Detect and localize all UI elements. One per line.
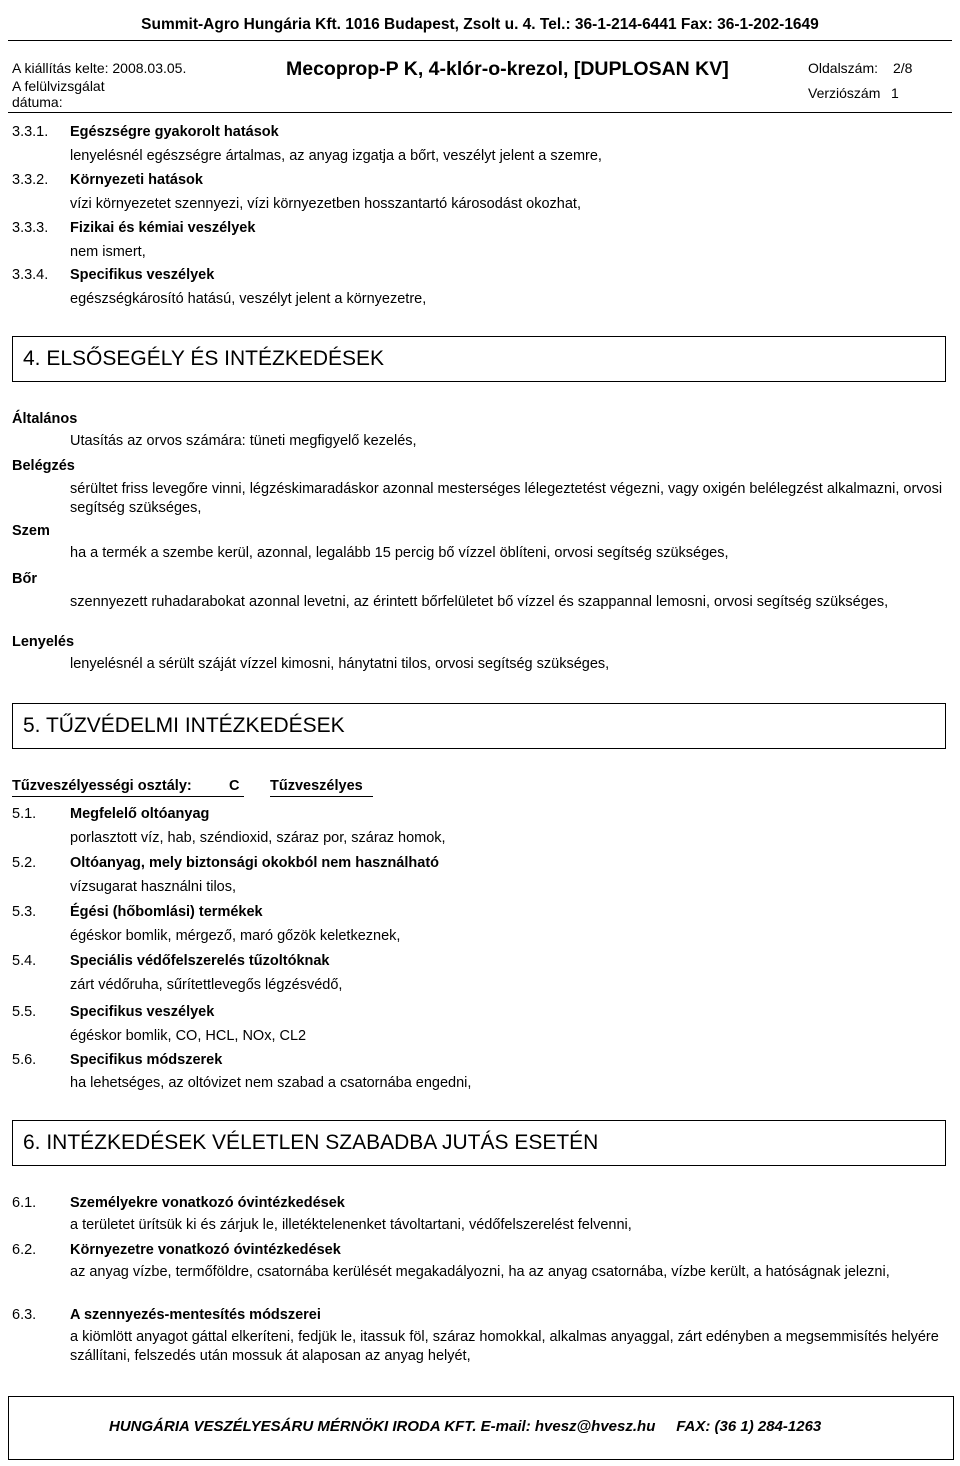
item-text: vízsugarat használni tilos, — [70, 879, 237, 895]
review-date-label-1: A felülvizsgálat — [12, 78, 105, 94]
item-text: lenyelésnél egészségre ártalmas, az anyag izgatja a bőrt, veszélyt jelent a szemre, — [70, 148, 602, 164]
item-text: a kiömlött anyagot gáttal elkeríteni, fedjük le, itassuk föl, száraz homokkal, alkalmas anyaggal, zárt edényben a megsemmisítés helyére szállítani, felszedés után mossuk át alaposan az anyag helyét, — [70, 1329, 939, 1364]
item-number: 5.1. — [12, 806, 37, 822]
item-number: 3.3.2. — [12, 172, 49, 188]
first-aid-text: lenyelésnél a sérült száját vízzel kimosni, hánytatni tilos, orvosi segítség szükséges, — [70, 656, 610, 672]
section-4-heading-box — [12, 336, 946, 382]
review-date-label-2: dátuma: — [12, 94, 63, 110]
item-title: Égési (hőbomlási) termékek — [70, 904, 263, 920]
item-text: a területet ürítsük ki és zárjuk le, illetéktelenenket távoltartani, védőfelszerelést felvenni, — [70, 1217, 632, 1233]
page-footer — [8, 1396, 954, 1460]
footer-text: HUNGÁRIA VESZÉLYESÁRU MÉRNÖKI IRODA KFT. E-mail: hvesz@hvesz.hu FAX: (36 1) 284-1263 — [109, 1418, 822, 1435]
item-number: 6.3. — [12, 1307, 37, 1323]
first-aid-text: Utasítás az orvos számára: tüneti megfigyelő kezelés, — [70, 433, 417, 449]
fire-class-label: Tűzveszélyességi osztály: — [12, 778, 192, 794]
item-title: Megfelelő oltóanyag — [70, 806, 210, 822]
version-number: 1 — [891, 85, 899, 101]
item-number: 3.3.4. — [12, 267, 49, 283]
item-text: vízi környezetet szennyezi, vízi környezetben hosszantartó károsodást okozhat, — [70, 196, 581, 212]
item-title: Környezeti hatások — [70, 172, 203, 188]
page-number: 2/8 — [893, 60, 913, 76]
issue-date: A kiállítás kelte: 2008.03.05. — [12, 60, 187, 76]
fire-class-description: Tűzveszélyes — [270, 778, 363, 794]
header-divider — [8, 40, 952, 41]
item-title: Oltóanyag, mely biztonsági okokból nem használható — [70, 855, 440, 871]
item-title: Specifikus módszerek — [70, 1052, 223, 1068]
first-aid-label: Általános — [12, 411, 78, 427]
item-text: az anyag vízbe, termőföldre, csatornába kerülését megakadályozni, ha az anyag csatornába, vízbe került, a hatóságnak jelezni, — [70, 1264, 890, 1280]
header-bottom-divider — [8, 112, 952, 113]
first-aid-text: sérültet friss levegőre vinni, légzéskimaradáskor azonnal mesterséges lélegeztetést végezni, vagy oxigén belélegzést alkalmazni, orvosi segítség szükséges, — [70, 481, 943, 516]
section-5-title: 5. TŰZVÉDELMI INTÉZKEDÉSEK — [23, 714, 345, 737]
first-aid-text: ha a termék a szembe kerül, azonnal, legalább 15 percig bő vízzel öblíteni, orvosi segítség szükséges, — [70, 545, 729, 561]
item-title: Fizikai és kémiai veszélyek — [70, 220, 256, 236]
item-text: porlasztott víz, hab, széndioxid, száraz por, száraz homok, — [70, 830, 446, 846]
item-number: 5.4. — [12, 953, 37, 969]
first-aid-label: Szem — [12, 523, 50, 539]
item-title: Specifikus veszélyek — [70, 267, 215, 283]
first-aid-label: Bőr — [12, 571, 37, 587]
item-title: Specifikus veszélyek — [70, 1004, 215, 1020]
item-number: 6.1. — [12, 1195, 37, 1211]
fire-class-desc-underline — [270, 796, 373, 797]
page-label: Oldalszám: — [808, 60, 879, 76]
fire-class-underline — [12, 796, 244, 797]
item-text: nem ismert, — [70, 244, 146, 260]
product-title: Mecoprop-P K, 4-klór-o-krezol, [DUPLOSAN KV] — [286, 58, 729, 80]
item-text: égéskor bomlik, CO, HCL, NOx, CL2 — [70, 1028, 307, 1044]
item-text: égéskor bomlik, mérgező, maró gőzök keletkeznek, — [70, 928, 401, 944]
item-title: Speciális védőfelszerelés tűzoltóknak — [70, 953, 330, 969]
item-text: ha lehetséges, az oltóvizet nem szabad a csatornába engedni, — [70, 1075, 472, 1091]
first-aid-label: Belégzés — [12, 458, 75, 474]
item-number: 3.3.1. — [12, 124, 49, 140]
item-number: 3.3.3. — [12, 220, 49, 236]
first-aid-text: szennyezett ruhadarabokat azonnal levetni, az érintett bőrfelületet bő vízzel és szappannal lemosni, orvosi segítség szükséges, — [70, 594, 889, 610]
section-6-title: 6. INTÉZKEDÉSEK VÉLETLEN SZABADBA JUTÁS ESETÉN — [23, 1131, 599, 1154]
item-title: Egészségre gyakorolt hatások — [70, 124, 279, 140]
item-number: 6.2. — [12, 1242, 37, 1258]
item-number: 5.6. — [12, 1052, 37, 1068]
item-number: 5.2. — [12, 855, 37, 871]
item-number: 5.3. — [12, 904, 37, 920]
first-aid-label: Lenyelés — [12, 634, 75, 650]
item-text: egészségkárosító hatású, veszélyt jelent a környezetre, — [70, 291, 427, 307]
section-5-heading-box — [12, 703, 946, 749]
version-label: Verziószám — [808, 85, 881, 101]
item-title: Környezetre vonatkozó óvintézkedések — [70, 1242, 341, 1258]
company-header: Summit-Agro Hungária Kft. 1016 Budapest, Zsolt u. 4. Tel.: 36-1-214-6441 Fax: 36-1-202-1649 — [141, 16, 819, 33]
item-text: zárt védőruha, sűrítettlevegős légzésvédő, — [70, 977, 343, 993]
section-4-title: 4. ELSŐSEGÉLY ÉS INTÉZKEDÉSEK — [23, 347, 385, 370]
item-number: 5.5. — [12, 1004, 37, 1020]
fire-class-value: C — [229, 778, 240, 794]
item-title: A szennyezés-mentesítés módszerei — [70, 1307, 321, 1323]
item-title: Személyekre vonatkozó óvintézkedések — [70, 1195, 345, 1211]
section-6-heading-box — [12, 1120, 946, 1166]
